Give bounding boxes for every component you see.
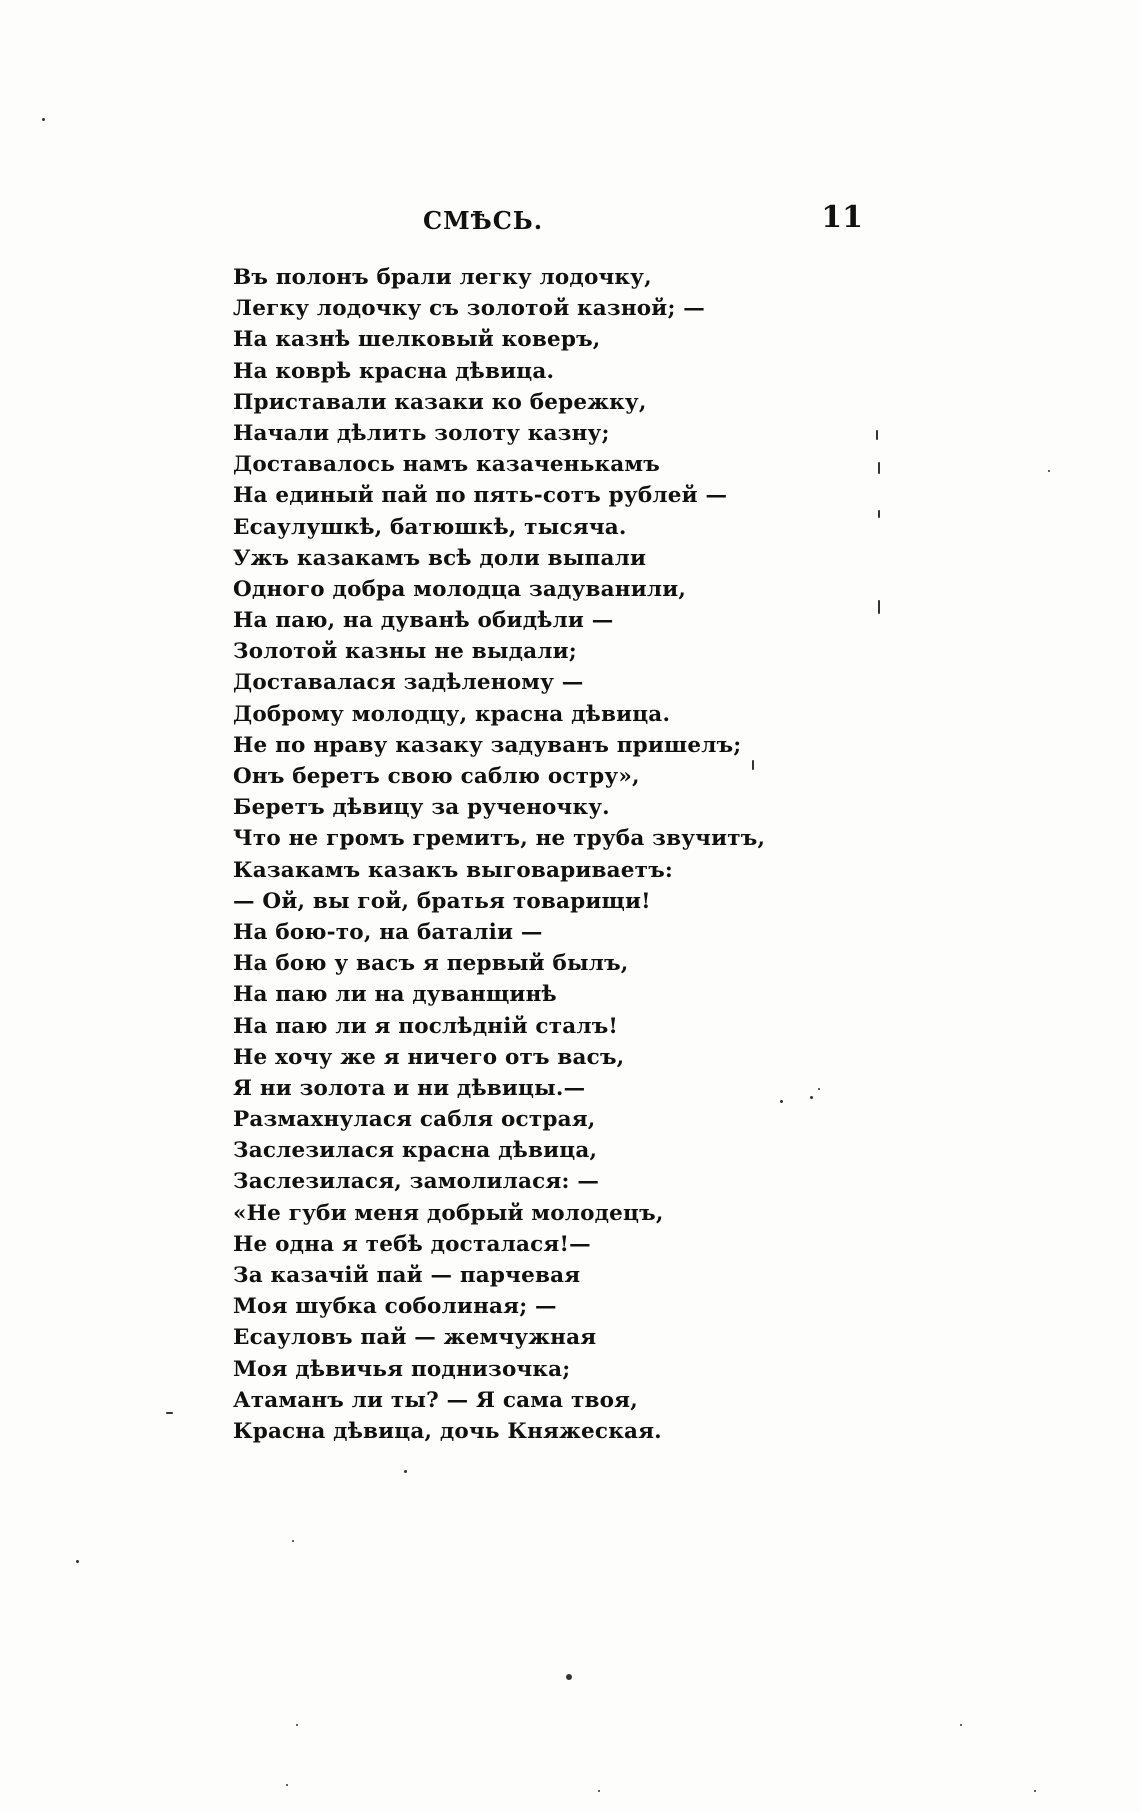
poem-line: Заслезилася, замолилася: — — [233, 1169, 600, 1195]
poem-line: На бою-то, на баталіи — — [233, 919, 543, 945]
scan-speck — [292, 1540, 294, 1542]
poem-line: Моя шубка соболиная; — — [233, 1294, 557, 1320]
poem-line: Золотой казны не выдали; — [233, 639, 577, 665]
poem-line: На коврѣ красна дѣвица. — [233, 358, 555, 384]
poem-line: Беретъ дѣвицу за рученочку. — [233, 795, 610, 821]
poem-line: На паю, на дуванѣ обидѣли — — [233, 608, 614, 634]
poem-line: Одного добра молодца задуванили, — [233, 576, 687, 602]
poem-line: Есауловъ пай — жемчужная — [233, 1325, 597, 1351]
poem-line: На казнѣ шелковый коверъ, — [233, 327, 601, 353]
poem-line: Атаманъ ли ты? — Я сама твоя, — [233, 1387, 638, 1413]
poem-line: Моя дѣвичья поднизочка; — [233, 1356, 571, 1382]
scan-speck — [1034, 1790, 1036, 1792]
poem-line: Что не громъ гремитъ, не труба звучитъ, — [233, 826, 766, 852]
poem-line: На бою у васъ я первый былъ, — [233, 951, 629, 977]
scan-speck — [42, 118, 45, 121]
scan-speck — [598, 1790, 600, 1792]
poem-text — [233, 262, 766, 1447]
scan-speck — [752, 760, 754, 770]
poem-line: За казачій пай — парчевая — [233, 1263, 581, 1288]
poem-line: Доставалася задѣленому — — [233, 670, 584, 696]
scan-speck — [878, 462, 880, 474]
running-head — [233, 200, 863, 240]
poem-line: Есаулушкѣ, батюшкѣ, тысяча. — [233, 514, 627, 540]
poem-line: Онъ беретъ свою саблю остру», — [233, 764, 640, 789]
scan-speck — [878, 600, 880, 614]
poem-line: Начали дѣлить золоту казну; — [233, 420, 610, 446]
scan-speck — [166, 1412, 173, 1414]
poem-line: Ужъ казакамъ всѣ доли выпали — [233, 545, 647, 571]
scan-speck — [286, 1784, 288, 1786]
poem-line: Не одна я тебѣ досталася!— — [233, 1231, 591, 1257]
poem-line: Доставалось намъ казаченькамъ — [233, 452, 660, 478]
poem-line: На единый пай по пять-сотъ рублей — — [233, 483, 728, 509]
scan-speck — [810, 1096, 813, 1099]
poem-line: Я ни золота и ни дѣвицы.— — [233, 1075, 586, 1101]
poem-line: Приставали казаки ко бережку, — [233, 389, 647, 415]
scan-speck — [876, 430, 878, 440]
poem-line: Доброму молодцу, красна дѣвица. — [233, 701, 671, 727]
poem-line: На паю ли на дуванщинѣ — [233, 982, 557, 1008]
poem-line: Легку лодочку съ золотой казной; — — [233, 296, 705, 322]
poem-line: Казакамъ казакъ выговариваетъ: — [233, 857, 674, 883]
scan-speck — [296, 1724, 298, 1726]
page-number: 11 — [821, 200, 863, 235]
scan-speck — [566, 1674, 572, 1680]
scan-speck — [76, 1560, 79, 1563]
poem-line: Красна дѣвица, дочь Княжеская. — [233, 1418, 662, 1444]
poem-line: Въ полонъ брали легку лодочку, — [233, 265, 652, 290]
poem-line: На паю ли я послѣдній сталъ! — [233, 1013, 619, 1039]
poem-line: — Ой, вы гой, братья товарищи! — [233, 888, 651, 914]
poem-line: Размахнулася сабля острая, — [233, 1107, 596, 1133]
scan-speck — [780, 1100, 783, 1103]
poem-line: Не по нраву казаку задуванъ пришелъ; — [233, 732, 742, 758]
scan-speck — [960, 1724, 962, 1726]
scan-speck — [878, 510, 880, 518]
poem-line: «Не губи меня добрый молодецъ, — [233, 1200, 664, 1226]
scan-speck — [1048, 470, 1050, 472]
poem-line: Заслезилася красна дѣвица, — [233, 1138, 598, 1164]
scan-speck — [818, 1088, 820, 1090]
scan-speck — [404, 1470, 407, 1473]
page-header-title: СМѢСЬ. — [423, 206, 544, 235]
poem-line: Не хочу же я ничего отъ васъ, — [233, 1044, 625, 1070]
